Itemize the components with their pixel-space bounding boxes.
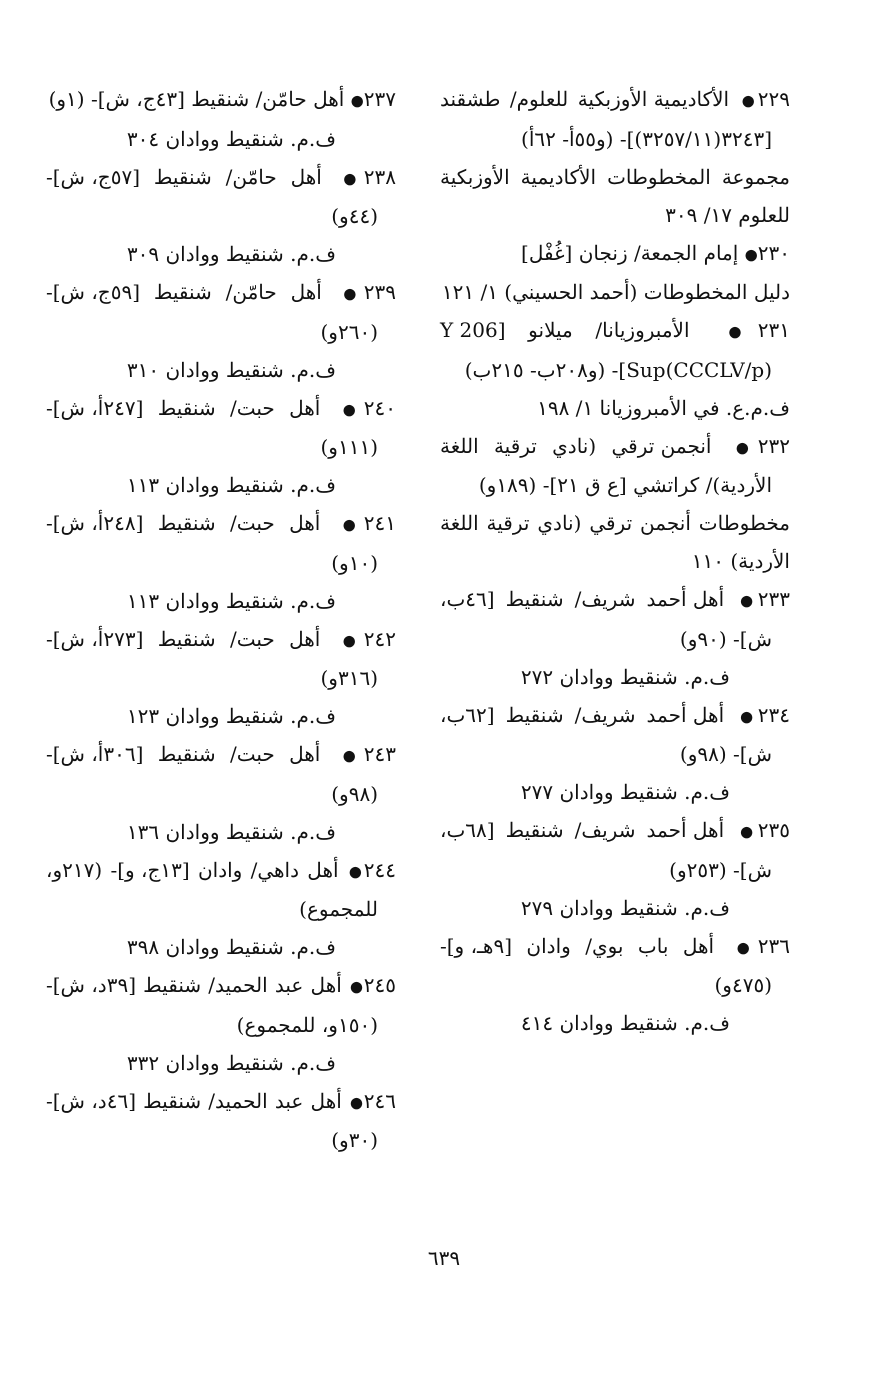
entry-number: ٢٣٧	[363, 87, 396, 111]
bullet-icon: ●	[350, 91, 364, 110]
catalog-entry	[46, 966, 396, 1082]
entry-heading	[46, 158, 396, 236]
entry-heading	[46, 389, 396, 467]
entry-text: إمام الجمعة/ زنجان [غُفْل]	[521, 240, 739, 265]
entry-text: أهل حامّن/ شنقيط [٥٩ج، ش]- (٢٦٠و)	[46, 280, 378, 344]
entry-number: ٢٢٩	[757, 87, 790, 111]
entry-reference: ف.م. شنقيط ووادان ١١٣	[126, 473, 336, 497]
catalog-entry	[46, 80, 396, 158]
bullet-icon: ●	[712, 322, 758, 341]
left-column	[46, 80, 396, 1159]
bullet-icon: ●	[728, 938, 758, 956]
entry-reference: ف.م. شنقيط ووادان ٢٧٧	[520, 780, 730, 804]
entry-number: ٢٤٢	[363, 626, 396, 651]
entry-text: الأكاديمية الأوزبكية للعلوم/ طشقند [٣٢٤٣(٣٢٥٧/١١)]- (و٥٥أ- ٦٢أ)	[440, 87, 772, 151]
entry-reference: ف.م. شنقيط ووادان ١٣٦	[126, 819, 336, 844]
entry-reference: ف.م. شنقيط ووادان ٣٩٨	[126, 935, 336, 959]
entry-reference: ف.م.ع. في الأمبروزيانا ١/ ١٩٨	[537, 395, 790, 420]
catalog-entry	[440, 311, 790, 427]
catalog-entry	[46, 1082, 396, 1160]
catalog-entry	[46, 504, 396, 620]
entry-text: أهل حبت/ شنقيط [٣٠٦أ، ش]- (٩٨و)	[46, 742, 378, 806]
bullet-icon: ●	[735, 707, 758, 725]
entry-heading	[440, 580, 790, 658]
catalog-entry	[440, 696, 790, 812]
entry-number: ٢٣٦	[757, 933, 790, 958]
entry-heading	[440, 811, 790, 889]
page-number: ٦٣٩	[427, 1246, 461, 1270]
entry-reference: ف.م. شنقيط ووادان ٤١٤	[520, 1011, 730, 1035]
bullet-icon: ●	[735, 591, 758, 610]
entry-text: أهل عبد الحميد/ شنقيط [٣٩د، ش]- (١٥٠و، للمجموع)	[46, 973, 378, 1037]
bullet-icon: ●	[738, 91, 758, 110]
catalog-entry	[46, 158, 396, 274]
entry-reference: ف.م. شنقيط ووادان ٣٣٢	[126, 1050, 336, 1075]
entry-text: أهل أحمد شريف/ شنقيط [٦٨ب، ش]- (٢٥٣و)	[440, 818, 772, 882]
bullet-icon: ●	[735, 822, 758, 841]
bullet-icon: ●	[346, 862, 364, 880]
catalog-entry	[440, 580, 790, 696]
entry-number: ٢٤١	[363, 511, 396, 535]
entry-number: ٢٣٩	[363, 280, 397, 304]
entry-reference: مخطوطات أنجمن ترقي (نادي ترقية اللغة الأردية) ١١٠	[440, 511, 790, 573]
entry-text: الأمبروزيانا/ ميلانو [Y 206 Sup(CCCLV/p)]- (و٢٠٨ب- ٢١٥ب)	[440, 318, 772, 382]
entry-text: أهل باب بوي/ وادان [٩هـ، و]- (٤٧٥و)	[440, 933, 772, 997]
catalog-entry	[46, 620, 396, 736]
bullet-icon: ●	[334, 631, 364, 649]
entry-number: ٢٣٤	[757, 702, 790, 727]
entry-heading	[440, 311, 790, 389]
entry-number: ٢٣٢	[757, 433, 791, 458]
entry-heading	[46, 273, 396, 351]
entry-heading	[440, 927, 790, 1005]
bullet-icon: ●	[335, 284, 364, 303]
entry-text: أهل حبت/ شنقيط [٢٤٧أ، ش]- (١١١و)	[46, 395, 378, 459]
entry-heading	[440, 696, 790, 774]
catalog-entry	[440, 811, 790, 927]
entry-text: أهل حبت/ شنقيط [٢٧٣أ، ش]- (٣١٦و)	[46, 626, 378, 690]
bullet-icon: ●	[349, 977, 364, 996]
entry-text: أهل حبت/ شنقيط [٢٤٨أ، ش]- (١٠و)	[46, 511, 378, 575]
bullet-icon: ●	[349, 1093, 364, 1111]
entry-reference: ف.م. شنقيط ووادان ١٢٣	[126, 704, 336, 728]
catalog-entry	[46, 735, 396, 851]
entry-reference: ف.م. شنقيط ووادان ٣١٠	[126, 357, 336, 382]
entry-text: أهل داهي/ وادان [١٣ج، و]- (٢١٧و، للمجموع)	[46, 857, 378, 921]
catalog-entry	[46, 389, 396, 505]
bullet-icon: ●	[334, 515, 364, 534]
catalog-entry	[440, 927, 790, 1043]
entry-reference: ف.م. شنقيط ووادان ٣٠٩	[126, 242, 336, 266]
entry-heading	[46, 80, 396, 120]
entry-heading	[46, 851, 396, 929]
bullet-icon: ●	[334, 746, 364, 765]
bullet-icon: ●	[744, 245, 758, 263]
bullet-icon: ●	[334, 400, 364, 418]
entry-text: أهل عبد الحميد/ شنقيط [٤٦د، ش]- (٣٠و)	[46, 1088, 378, 1152]
entry-heading	[46, 966, 396, 1044]
entry-number: ٢٤٤	[363, 857, 396, 882]
bullet-icon: ●	[335, 169, 364, 187]
entry-number: ٢٣٠	[757, 240, 790, 265]
entry-reference: ف.م. شنقيط ووادان ١١٣	[126, 588, 336, 613]
catalog-entry	[440, 234, 790, 312]
entry-heading	[46, 735, 396, 813]
entry-reference: مجموعة المخطوطات الأكاديمية الأوزبكية للعلوم ١٧/ ٣٠٩	[440, 164, 790, 227]
entry-reference: ف.م. شنقيط ووادان ٢٧٩	[520, 895, 730, 920]
entry-heading	[46, 504, 396, 582]
entry-reference: دليل المخطوطات (أحمد الحسيني) ١/ ١٢١	[441, 280, 790, 304]
entry-number: ٢٤٠	[363, 395, 396, 420]
entry-number: ٢٣٥	[757, 818, 790, 842]
bullet-icon: ●	[726, 438, 758, 456]
entry-text: أنجمن ترقي (نادي ترقية اللغة الأردية)/ كراتشي [ع ق ٢١]- (١٨٩و)	[440, 433, 772, 497]
entry-reference: ف.م. شنقيط ووادان ٣٠٤	[126, 126, 336, 151]
catalog-entry	[46, 851, 396, 967]
catalog-entry	[440, 427, 790, 581]
catalog-entry	[440, 80, 790, 234]
entry-number: ٢٣٣	[757, 587, 790, 611]
entry-heading	[440, 234, 790, 274]
entry-text: أهل أحمد شريف/ شنقيط [٤٦ب، ش]- (٩٠و)	[440, 587, 772, 651]
right-column	[440, 80, 790, 1042]
entry-number: ٢٣١	[757, 318, 791, 342]
catalog-entry	[46, 273, 396, 389]
entry-heading	[440, 427, 790, 505]
entry-text: أهل حامّن/ شنقيط [٤٣ج، ش]- (١و)	[48, 87, 345, 111]
entry-number: ٢٤٥	[363, 973, 397, 997]
entry-number: ٢٤٣	[363, 742, 396, 766]
entry-text: أهل حامّن/ شنقيط [٥٧ج، ش]- (٤٤و)	[46, 164, 378, 228]
entry-reference: ف.م. شنقيط ووادان ٢٧٢	[520, 664, 730, 689]
entry-heading	[440, 80, 790, 158]
entry-number: ٢٣٨	[363, 164, 397, 189]
entry-heading	[46, 1082, 396, 1160]
entry-heading	[46, 620, 396, 698]
entry-text: أهل أحمد شريف/ شنقيط [٦٢ب، ش]- (٩٨و)	[440, 702, 772, 766]
entry-number: ٢٤٦	[363, 1088, 397, 1113]
